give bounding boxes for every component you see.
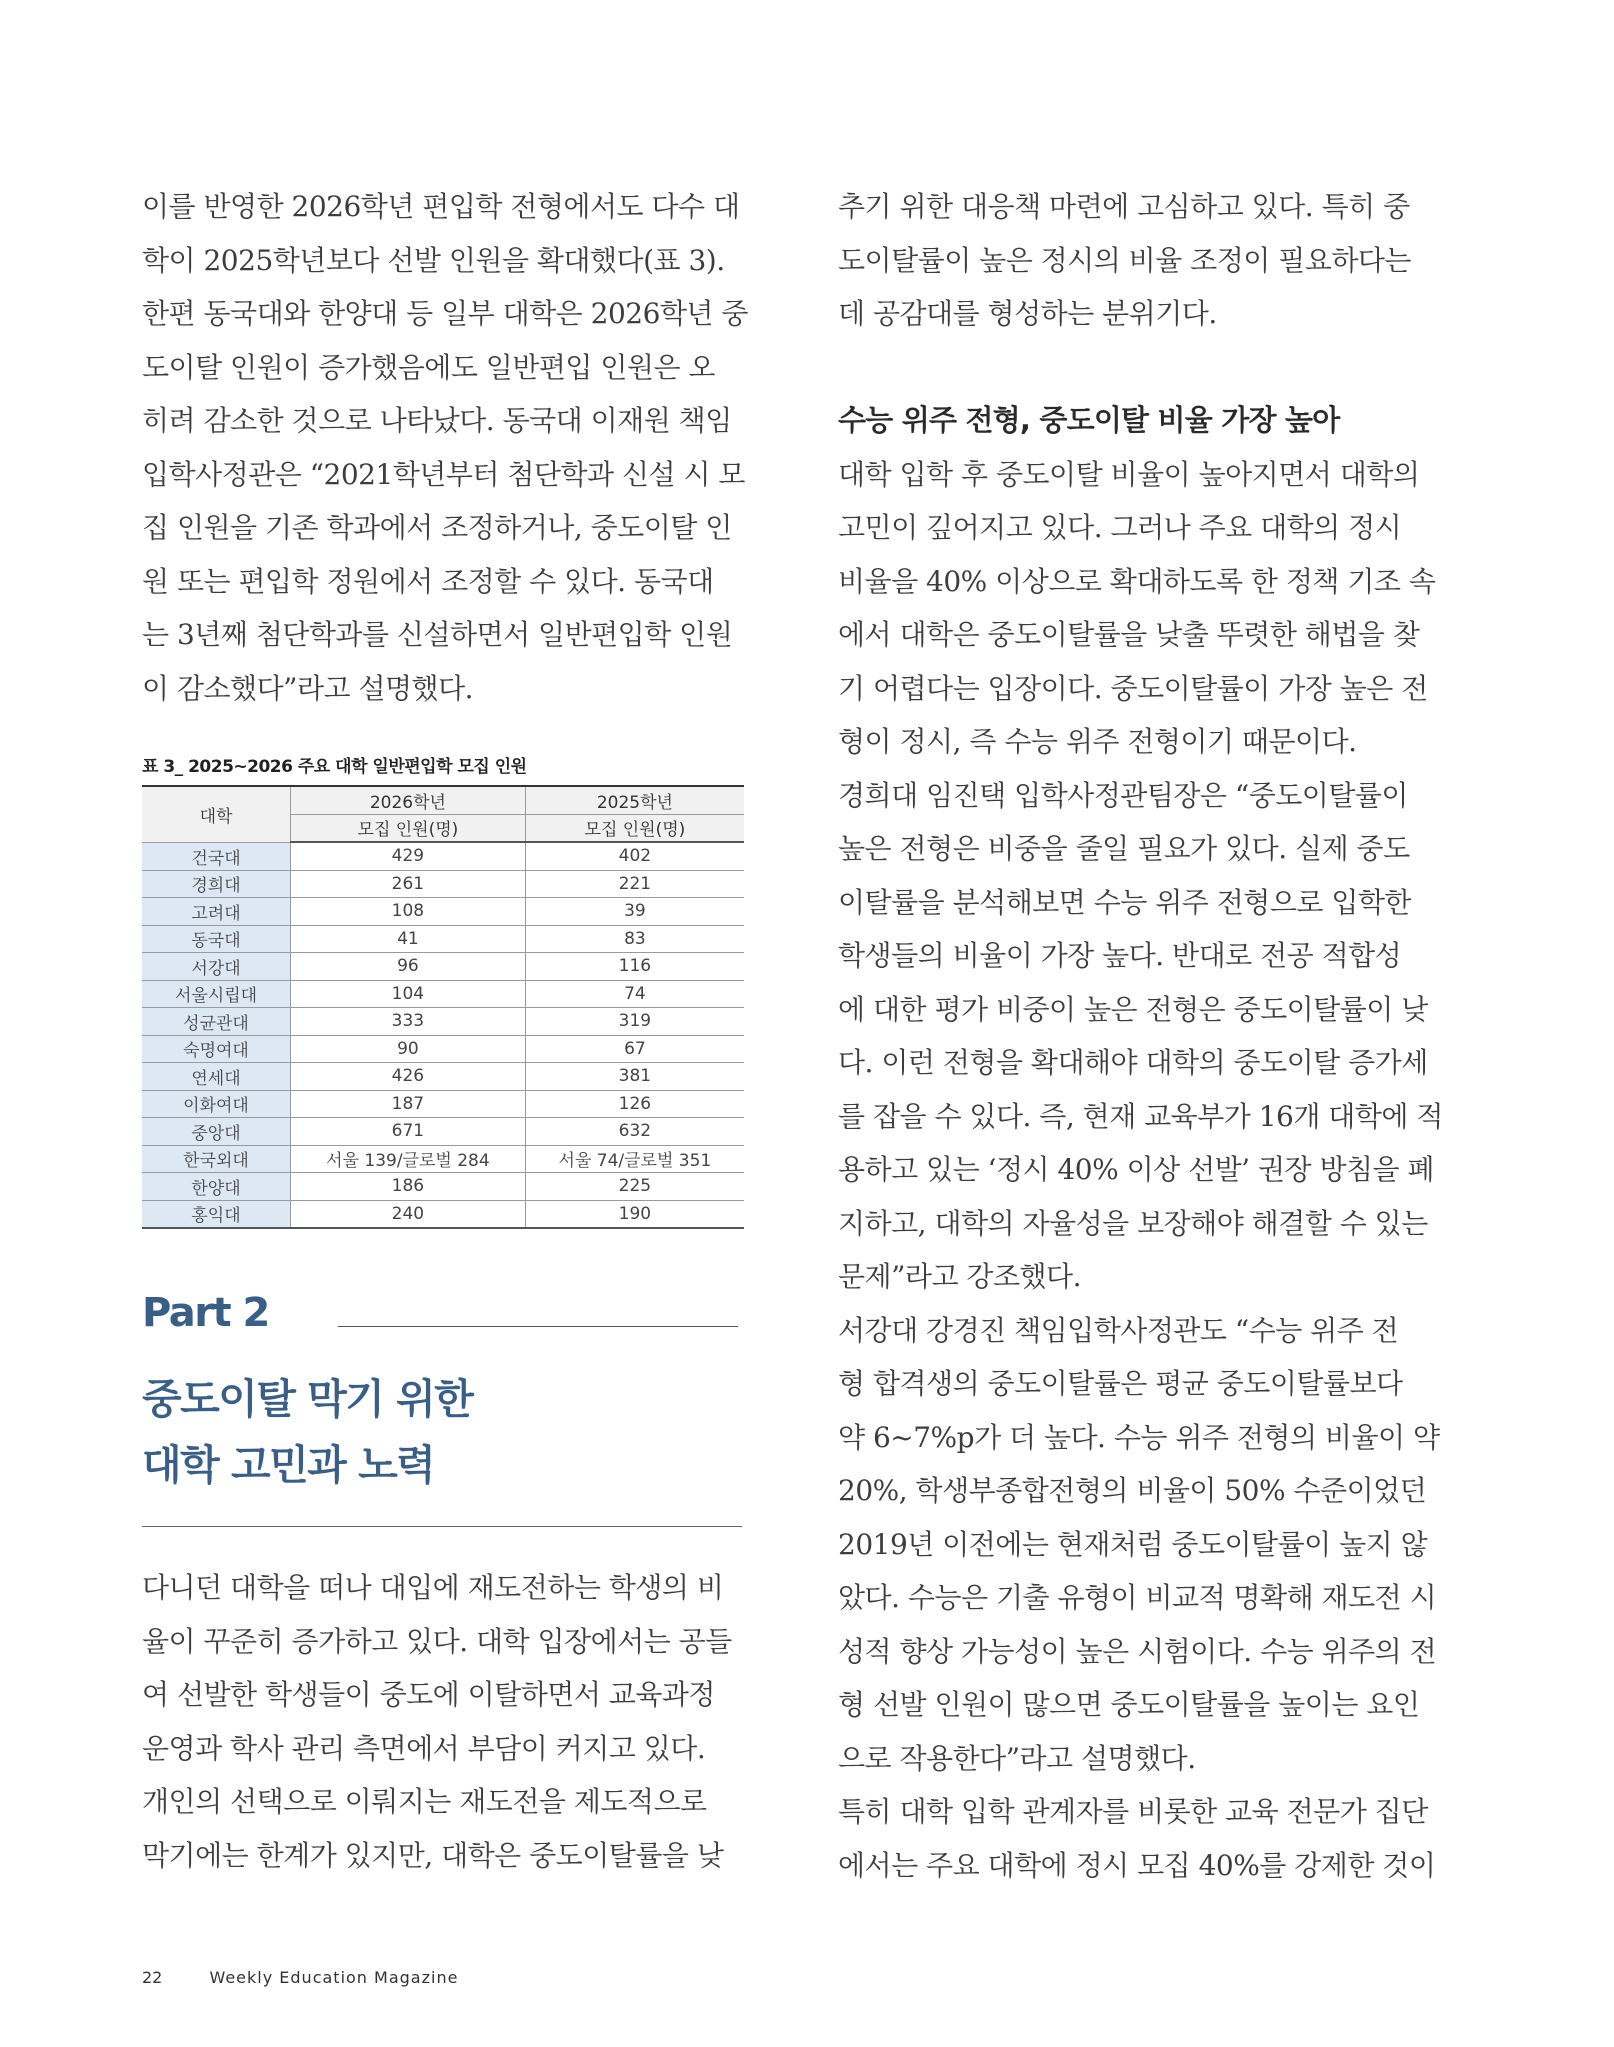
header-year-2026: 2026학년 — [291, 786, 526, 814]
part-label: Part 2 — [142, 1290, 269, 1336]
table-row — [142, 1118, 744, 1146]
left-column-top-text — [142, 180, 748, 715]
value-2025-cell: 39 — [525, 898, 744, 926]
right-section-line: 용하고 있는 ‘정시 40% 이상 선발’ 권장 방침을 폐 — [838, 1153, 1435, 1186]
university-cell: 이화여대 — [142, 1090, 291, 1118]
header-sub-2026: 모집 인원(명) — [291, 814, 526, 842]
right-section-line: 경희대 임진택 입학사정관팀장은 “중도이탈률이 — [838, 778, 1408, 812]
right-top-line: 데 공감대를 형성하는 분위기다. — [838, 297, 1217, 330]
right-section-line: 에서는 주요 대학에 정시 모집 40%를 강제한 것이 — [838, 1848, 1436, 1882]
right-section-line: 에 대한 평가 비중이 높은 전형은 중도이탈률이 낮 — [838, 992, 1428, 1026]
right-section-line: 이탈률을 분석해보면 수능 위주 전형으로 입학한 — [838, 885, 1411, 919]
right-section-line: 형 합격생의 중도이탈률은 평균 중도이탈률보다 — [838, 1367, 1403, 1400]
value-2026-cell: 41 — [291, 925, 526, 953]
table-row — [142, 1035, 744, 1063]
right-section-line: 대학 입학 후 중도이탈 비율이 높아지면서 대학의 — [838, 457, 1420, 491]
value-2026-cell: 90 — [291, 1035, 526, 1063]
table-row — [142, 1145, 744, 1173]
right-section-line: 높은 전형은 비중을 줄일 필요가 있다. 실제 중도 — [838, 832, 1410, 865]
university-cell: 연세대 — [142, 1063, 291, 1091]
university-cell: 건국대 — [142, 842, 291, 870]
part-title-line-1: 중도이탈 막기 위한 — [142, 1375, 473, 1423]
right-section-line: 문제”라고 강조했다. — [838, 1260, 1082, 1293]
value-2025-cell: 서울 74/글로벌 351 — [525, 1145, 744, 1173]
right-section-line: 서강대 강경진 책임입학사정관도 “수능 위주 전 — [838, 1313, 1399, 1347]
left-top-line: 한편 동국대와 한양대 등 일부 대학은 2026학년 중 — [142, 297, 748, 330]
title-divider — [142, 1526, 742, 1527]
table-row — [142, 1063, 744, 1091]
left-bottom-line: 율이 꾸준히 증가하고 있다. 대학 입장에서는 공들 — [142, 1624, 732, 1658]
left-top-line: 이 감소했다”라고 설명했다. — [142, 671, 474, 705]
university-cell: 홍익대 — [142, 1200, 291, 1228]
university-cell: 숙명여대 — [142, 1035, 291, 1063]
right-section-line: 형이 정시, 즉 수능 위주 전형이기 때문이다. — [838, 725, 1357, 758]
value-2025-cell: 190 — [525, 1200, 744, 1228]
value-2025-cell: 225 — [525, 1173, 744, 1201]
right-section-line: 학생들의 비율이 가장 높다. 반대로 전공 적합성 — [838, 939, 1402, 972]
left-top-line: 학이 2025학년보다 선발 인원을 확대했다(표 3). — [142, 243, 725, 277]
value-2026-cell: 108 — [291, 898, 526, 926]
part-heading — [142, 1290, 742, 1498]
left-bottom-line: 다니던 대학을 떠나 대입에 재도전하는 학생의 비 — [142, 1571, 724, 1604]
table-row — [142, 842, 744, 870]
right-section-line: 지하고, 대학의 자율성을 보장해야 해결할 수 있는 — [838, 1206, 1428, 1240]
left-bottom-line: 여 선발한 학생들이 중도에 이탈하면서 교육과정 — [142, 1678, 715, 1711]
left-bottom-line: 막기에는 한계가 있지만, 대학은 중도이탈률을 낮 — [142, 1838, 724, 1872]
value-2026-cell: 261 — [291, 870, 526, 898]
header-sub-2025: 모집 인원(명) — [525, 814, 744, 842]
value-2025-cell: 402 — [525, 842, 744, 870]
part-title-line-2: 대학 고민과 노력 — [142, 1441, 435, 1489]
value-2025-cell: 116 — [525, 953, 744, 981]
table-row — [142, 980, 744, 1008]
section-heading: 수능 위주 전형, 중도이탈 비율 가장 높아 — [838, 403, 1340, 437]
value-2026-cell: 187 — [291, 1090, 526, 1118]
magazine-name: Weekly Education Magazine — [209, 1968, 459, 1987]
value-2025-cell: 221 — [525, 870, 744, 898]
value-2025-cell: 126 — [525, 1090, 744, 1118]
table-row — [142, 898, 744, 926]
right-column-intro — [838, 180, 1438, 341]
right-column-section-body — [838, 448, 1443, 1893]
table-row — [142, 1008, 744, 1036]
left-column-bottom-text — [142, 1561, 742, 1882]
university-cell: 중앙대 — [142, 1118, 291, 1146]
right-section-line: 성적 향상 가능성이 높은 시험이다. 수능 위주의 전 — [838, 1634, 1437, 1668]
right-section-line: 았다. 수능은 기출 유형이 비교적 명확해 재도전 시 — [838, 1581, 1437, 1614]
value-2026-cell: 186 — [291, 1173, 526, 1201]
right-section-line: 비율을 40% 이상으로 확대하도록 한 정책 기조 속 — [838, 564, 1436, 598]
right-section-line: 20%, 학생부종합전형의 비율이 50% 수준이었던 — [838, 1474, 1427, 1507]
value-2026-cell: 104 — [291, 980, 526, 1008]
right-section-line: 약 6~7%p가 더 높다. 수능 위주 전형의 비율이 약 — [838, 1420, 1440, 1454]
header-year-2025: 2025학년 — [525, 786, 744, 814]
university-cell: 고려대 — [142, 898, 291, 926]
page-number: 22 — [142, 1968, 163, 1987]
right-section-line: 으로 작용한다”라고 설명했다. — [838, 1741, 1196, 1775]
right-section-line: 기 어렵다는 입장이다. 중도이탈률이 가장 높은 전 — [838, 671, 1428, 705]
table-row — [142, 1090, 744, 1118]
page-footer — [142, 1968, 458, 1987]
university-cell: 서강대 — [142, 953, 291, 981]
table-row — [142, 1173, 744, 1201]
right-section-line: 특히 대학 입학 관계자를 비롯한 교육 전문가 집단 — [838, 1795, 1428, 1828]
university-cell: 한양대 — [142, 1173, 291, 1201]
right-section-line: 고민이 깊어지고 있다. 그러나 주요 대학의 정시 — [838, 511, 1402, 544]
value-2026-cell: 429 — [291, 842, 526, 870]
table-caption: 표 3_ 2025~2026 주요 대학 일반편입학 모집 인원 — [142, 757, 527, 777]
value-2025-cell: 83 — [525, 925, 744, 953]
university-cell: 한국외대 — [142, 1145, 291, 1173]
value-2026-cell: 240 — [291, 1200, 526, 1228]
value-2025-cell: 632 — [525, 1118, 744, 1146]
admission-table — [142, 785, 744, 1229]
spacer — [838, 341, 1438, 395]
university-cell: 동국대 — [142, 925, 291, 953]
university-cell: 경희대 — [142, 870, 291, 898]
right-section-line: 에서 대학은 중도이탈률을 낮출 뚜렷한 해법을 찾 — [838, 618, 1420, 651]
header-university: 대학 — [142, 786, 291, 842]
table-row — [142, 870, 744, 898]
right-section-line: 2019년 이전에는 현재처럼 중도이탈률이 높지 않 — [838, 1527, 1428, 1561]
part-divider — [338, 1326, 738, 1327]
left-top-line: 는 3년째 첨단학과를 신설하면서 일반편입학 인원 — [142, 618, 733, 651]
right-column-text — [838, 180, 1443, 1892]
right-top-line: 추기 위한 대응책 마련에 고심하고 있다. 특히 중 — [838, 190, 1410, 223]
value-2026-cell: 671 — [291, 1118, 526, 1146]
right-section-line: 형 선발 인원이 많으면 중도이탈률을 높이는 요인 — [838, 1688, 1420, 1721]
university-cell: 서울시립대 — [142, 980, 291, 1008]
value-2026-cell: 96 — [291, 953, 526, 981]
left-top-line: 이를 반영한 2026학년 편입학 전형에서도 다수 대 — [142, 190, 740, 223]
right-section-line: 다. 이런 전형을 확대해야 대학의 중도이탈 증가세 — [838, 1046, 1428, 1079]
value-2025-cell: 67 — [525, 1035, 744, 1063]
right-section-line: 를 잡을 수 있다. 즉, 현재 교육부가 16개 대학에 적 — [838, 1099, 1443, 1133]
table-row — [142, 1200, 744, 1228]
value-2025-cell: 381 — [525, 1063, 744, 1091]
left-bottom-line: 운영과 학사 관리 측면에서 부담이 커지고 있다. — [142, 1731, 706, 1765]
table-row — [142, 953, 744, 981]
right-top-line: 도이탈률이 높은 정시의 비율 조정이 필요하다는 — [838, 243, 1411, 277]
value-2026-cell: 426 — [291, 1063, 526, 1091]
left-top-line: 원 또는 편입학 정원에서 조정할 수 있다. 동국대 — [142, 564, 714, 598]
value-2026-cell: 333 — [291, 1008, 526, 1036]
left-top-line: 히려 감소한 것으로 나타났다. 동국대 이재원 책임 — [142, 404, 732, 437]
part-title — [142, 1366, 742, 1498]
table-row — [142, 925, 744, 953]
left-top-line: 입학사정관은 “2021학년부터 첨단학과 신설 시 모 — [142, 457, 745, 491]
left-top-line: 도이탈 인원이 증가했음에도 일반편입 인원은 오 — [142, 350, 715, 384]
value-2025-cell: 319 — [525, 1008, 744, 1036]
value-2026-cell: 서울 139/글로벌 284 — [291, 1145, 526, 1173]
table-body — [142, 842, 744, 1228]
left-top-line: 집 인원을 기존 학과에서 조정하거나, 중도이탈 인 — [142, 511, 732, 544]
university-cell: 성균관대 — [142, 1008, 291, 1036]
left-bottom-line: 개인의 선택으로 이뤄지는 재도전을 제도적으로 — [142, 1785, 707, 1818]
value-2025-cell: 74 — [525, 980, 744, 1008]
table-3 — [142, 752, 744, 1229]
